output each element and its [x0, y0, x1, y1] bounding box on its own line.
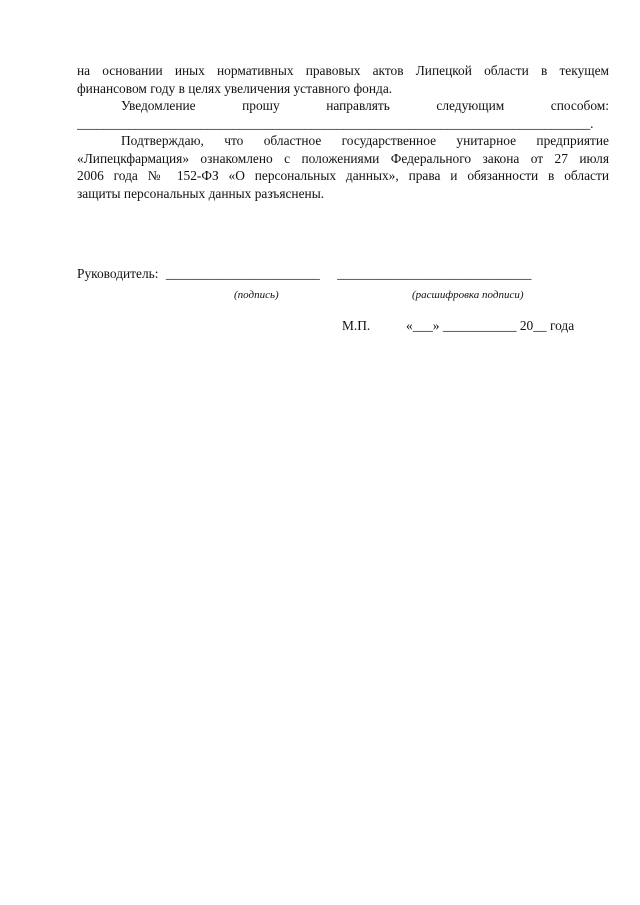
signature-decoding-blank: _____________________________	[337, 266, 532, 281]
signature-decoding-caption: (расшифровка подписи)	[412, 289, 524, 301]
notification-method-blank: _______________________________________________________________________________.	[77, 115, 594, 131]
signature-blank: _______________________	[165, 266, 320, 281]
paragraph-3-line-4: защиты персональных данных разъяснены.	[77, 185, 325, 201]
paragraph-1-line-1: на основании иных нормативных правовых актов Липецкой области в текущем	[77, 63, 609, 78]
paragraph-3-line-2: «Липецкфармация» ознакомлено с положениями Федерального закона от 27 июля	[77, 150, 609, 166]
paragraph-3-line-1: Подтверждаю, что областное государственное унитарное предприятие	[121, 133, 609, 148]
paragraph-3-line-3: 2006 года № 152-ФЗ «О персональных данных», права и обязанности в области	[77, 168, 609, 183]
date-blank: «___» ___________ 20__ года	[406, 318, 575, 333]
document-body	[77, 62, 609, 202]
paragraph-1-line-2: финансовом году в целях увеличения уставного фонда.	[77, 80, 393, 96]
signature-caption: (подпись)	[234, 289, 279, 301]
stamp-place-label: М.П.	[342, 318, 371, 333]
signature-row	[77, 266, 617, 282]
notification-method-label: Уведомление прошу направлять следующим способом:	[121, 98, 609, 113]
signer-label: Руководитель:	[77, 266, 159, 281]
